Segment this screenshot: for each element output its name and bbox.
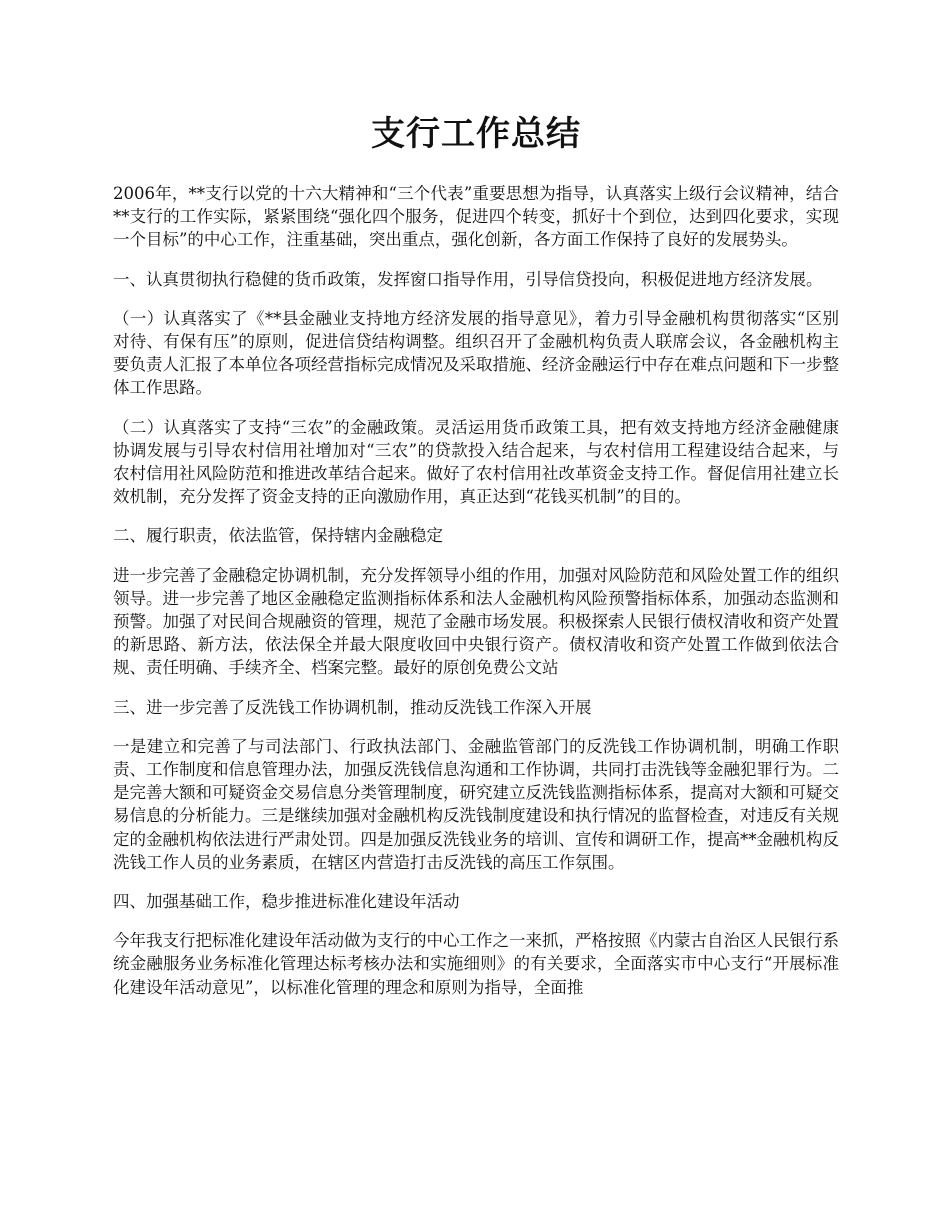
document-page	[113, 110, 839, 1015]
section-heading-4: 四、加强基础工作，稳步推进标准化建设年活动	[113, 892, 460, 912]
intro-paragraph: 2006年，**支行以党的十六大精神和“三个代表”重要思想为指导，认真落实上级行会议精神，结合**支行的工作实际，紧紧围绕“强化四个服务，促进四个转变，抓好十个到位，达到四化要求，实现一个目标”的中心工作，注重基础，突出重点，强化创新，各方面工作保持了良好的发展势头。	[113, 184, 839, 250]
section-heading-2: 二、履行职责，依法监管，保持辖内金融稳定	[113, 526, 443, 546]
subsection-paragraph-2: （二）认真落实了支持“三农”的金融政策。灵活运用货币政策工具，把有效支持地方经济金融健康协调发展与引导农村信用社增加对“三农”的贷款投入结合起来，与农村信用工程建设结合起来，与农村信用社风险防范和推进改革结合起来。做好了农村信用社改革资金支持工作。督促信用社建立长效机制，充分发挥了资金支持的正向激励作用，真正达到“花钱买机制”的目的。	[113, 417, 839, 507]
body-paragraph-3: 一是建立和完善了与司法部门、行政执法部门、金融监管部门的反洗钱工作协调机制，明确工作职责、工作制度和信息管理办法，加强反洗钱信息沟通和工作协调，共同打击洗钱等金融犯罪行为。二是完善大额和可疑资金交易信息分类管理制度，研究建立反洗钱监测指标体系，提高对大额和可疑交易信息的分析能力。三是继续加强对金融机构反洗钱制度建设和执行情况的监督检查，对违反有关规定的金融机构依法进行严肃处罚。四是加强反洗钱业务的培训、宣传和调研工作，提高**金融机构反洗钱工作人员的业务素质，在辖区内营造打击反洗钱的高压工作氛围。	[113, 736, 839, 872]
section-heading-1: 一、认真贯彻执行稳健的货币政策，发挥窗口指导作用，引导信贷投向，积极促进地方经济发展。	[113, 269, 823, 289]
body-paragraph-2: 进一步完善了金融稳定协调机制，充分发挥领导小组的作用，加强对风险防范和风险处置工作的组织领导。进一步完善了地区金融稳定监测指标体系和法人金融机构风险预警指标体系，加强动态监测和预警。加强了对民间合规融资的管理，规范了金融市场发展。积极探索人民银行债权清收和资产处置的新思路、新方法，依法保全并最大限度收回中央银行资产。债权清收和资产处置工作做到依法合规、责任明确、手续齐全、档案完整。最好的原创免费公文站	[113, 565, 839, 678]
body-paragraph-4: 今年我支行把标准化建设年活动做为支行的中心工作之一来抓，严格按照《内蒙古自治区人民银行系统金融服务业务标准化管理达标考核办法和实施细则》的有关要求，全面落实市中心支行“开展标准化建设年活动意见”，以标准化管理的理念和原则为指导，全面推	[113, 931, 839, 997]
subsection-paragraph-1: （一）认真落实了《**县金融业支持地方经济发展的指导意见》，着力引导金融机构贯彻落实“区别对待、有保有压”的原则，促进信贷结构调整。组织召开了金融机构负责人联席会议，各金融机构主要负责人汇报了本单位各项经营指标完成情况及采取措施、经济金融运行中存在难点问题和下一步整体工作思路。	[113, 308, 839, 398]
document-title: 支行工作总结	[371, 114, 581, 154]
section-heading-3: 三、进一步完善了反洗钱工作协调机制，推动反洗钱工作深入开展	[113, 697, 592, 717]
